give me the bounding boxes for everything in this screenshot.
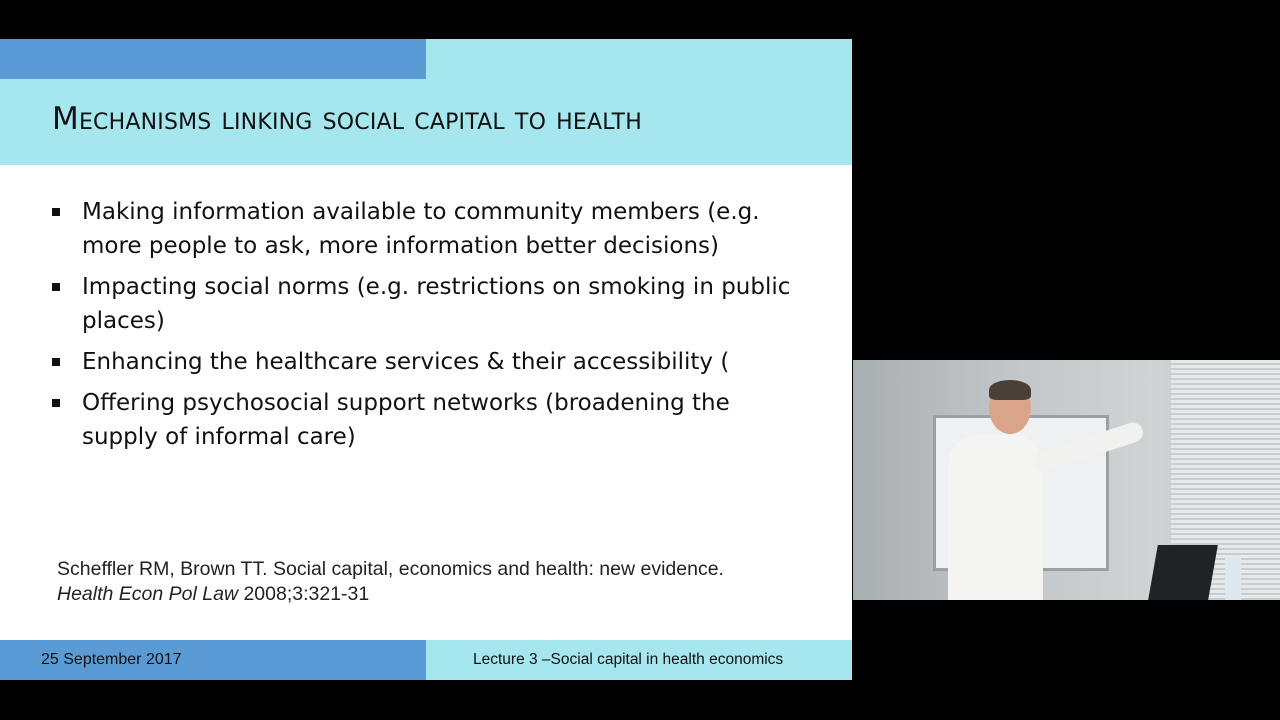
slide-title: Mechanisms linking social capital to health: [52, 101, 643, 137]
citation-journal: Health Econ Pol Law: [57, 583, 239, 605]
square-bullet-icon: [52, 358, 60, 366]
citation-details: 2008;3:321-31: [238, 583, 370, 605]
presentation-slide: [0, 39, 852, 680]
footer-left: [0, 640, 426, 680]
footer-lecture: Lecture 3 –Social capital in health economics: [473, 651, 784, 668]
citation: [57, 557, 724, 607]
bullet-text: Impacting social norms (e.g. restrictions on smoking in public places): [82, 274, 791, 334]
square-bullet-icon: [52, 399, 60, 407]
square-bullet-icon: [52, 283, 60, 291]
bullet-text: Offering psychosocial support networks (broadening the supply of informal care): [82, 390, 730, 450]
laptop: [1148, 545, 1218, 600]
bullet-list: [52, 195, 812, 461]
footer-right: [426, 640, 852, 680]
water-bottle: [1225, 555, 1241, 600]
bullet-item: [52, 345, 812, 379]
footer-date: 25 September 2017: [41, 651, 182, 668]
bullet-item: [52, 270, 812, 338]
header-accent-dark: [0, 39, 426, 79]
square-bullet-icon: [52, 208, 60, 216]
header-accent-light: [426, 39, 852, 79]
citation-line2: [57, 582, 724, 607]
bullet-text: Enhancing the healthcare services & their accessibility (: [82, 349, 730, 375]
bullet-item: [52, 386, 812, 454]
bullet-item: [52, 195, 812, 263]
citation-line1: Scheffler RM, Brown TT. Social capital, economics and health: new evidence.: [57, 558, 724, 580]
speaker-hair: [989, 380, 1031, 400]
bullet-text: Making information available to community members (e.g. more people to ask, more information better decisions): [82, 199, 760, 259]
speaker-body: [948, 435, 1043, 600]
speaker-video: [853, 360, 1280, 600]
